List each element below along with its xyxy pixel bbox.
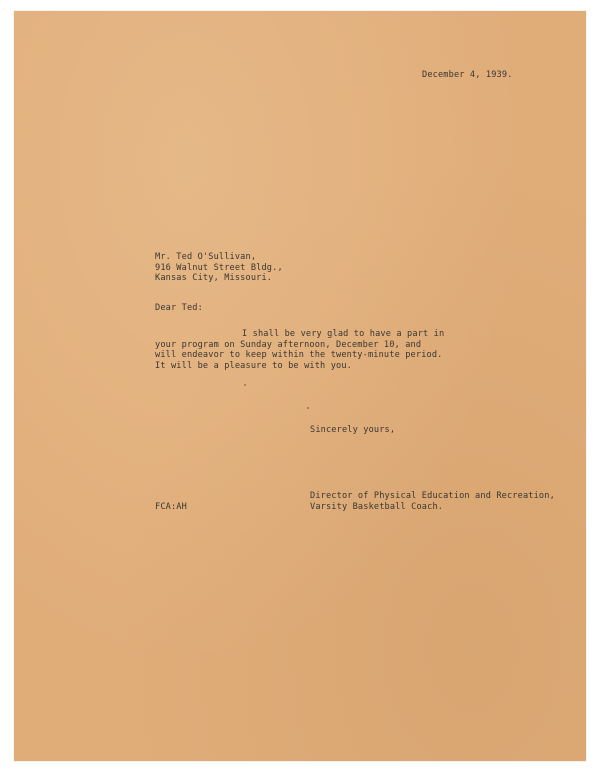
body-line-1: I shall be very glad to have a part in: [242, 329, 445, 339]
signature-title-line-2: Varsity Basketball Coach.: [310, 501, 444, 512]
recipient-street-line: 916 Walnut Street Bldg.,: [155, 262, 283, 273]
signature-title: [310, 491, 555, 512]
letter-body: [155, 329, 444, 371]
letter-page: [14, 11, 586, 761]
body-line-3: will endeavor to keep within the twenty-minute period.: [155, 350, 443, 361]
letter-date: December 4, 1939.: [422, 70, 513, 80]
recipient-address: [155, 252, 283, 284]
signature-title-line-1: Director of Physical Education and Recreation,: [310, 491, 555, 501]
reference-initials: FCA:AH: [155, 502, 187, 512]
complimentary-closing: Sincerely yours,: [310, 425, 396, 435]
body-line-4: It will be a pleasure to be with you.: [155, 360, 352, 371]
recipient-name-line: Mr. Ted O'Sullivan,: [155, 252, 257, 262]
recipient-city-line: Kansas City, Missouri.: [155, 273, 273, 284]
paper-speck: [244, 384, 246, 386]
salutation: Dear Ted:: [155, 303, 203, 313]
paper-speck: [307, 407, 309, 409]
body-line-2: your program on Sunday afternoon, December 10, and: [155, 339, 422, 350]
